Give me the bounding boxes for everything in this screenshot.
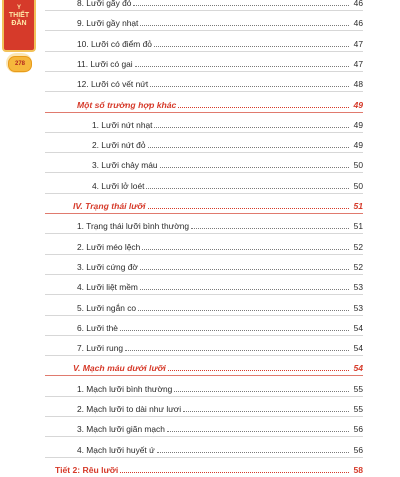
toc-entry-title: 1. Lưỡi nứt nhạt xyxy=(92,119,153,130)
toc-entry-title: 1. Trạng thái lưỡi bình thường xyxy=(77,221,190,232)
toc-entry-page: 46 xyxy=(353,0,363,8)
toc-entry[interactable] xyxy=(45,378,363,397)
toc-entry-page: 47 xyxy=(353,58,363,69)
toc-leader-dots xyxy=(138,310,349,311)
toc-entry-page: 58 xyxy=(353,464,363,475)
toc-entry-title: 3. Lưỡi cứng đờ xyxy=(77,261,138,272)
toc-entry-page: 55 xyxy=(353,383,363,394)
toc-entry-page: 54 xyxy=(353,363,363,374)
toc-entry-page: 48 xyxy=(353,79,363,90)
tag-line-3: ĐẦN xyxy=(11,20,27,27)
toc-entry-title: 4. Mạch lưỡi huyết ứ xyxy=(77,444,155,455)
toc-entry-title: 2. Lưỡi méo lệch xyxy=(77,241,141,252)
toc-entry[interactable] xyxy=(45,94,363,113)
toc-leader-dots xyxy=(154,127,349,128)
toc-leader-dots xyxy=(167,431,349,432)
toc-leader-dots xyxy=(183,411,349,412)
toc-leader-dots xyxy=(168,370,349,371)
toc-leader-dots xyxy=(140,269,349,270)
toc-leader-dots xyxy=(125,350,349,351)
toc-entry-title: 6. Lưỡi thè xyxy=(77,322,118,333)
toc-leader-dots xyxy=(148,147,350,148)
toc-entry-page: 49 xyxy=(353,119,363,130)
toc-entry[interactable] xyxy=(45,439,363,458)
toc-entry-page: 50 xyxy=(353,160,363,171)
toc-entry-page: 53 xyxy=(353,302,363,313)
toc-leader-dots xyxy=(178,107,349,108)
toc-entry-title: Tiết 2: Rêu lưỡi xyxy=(55,464,119,475)
page-number-badge: 278 xyxy=(8,56,32,72)
toc-entry-page: 52 xyxy=(353,241,363,252)
toc-entry[interactable] xyxy=(45,12,363,31)
toc-entry-title: IV. Trạng thái lưỡi xyxy=(73,201,146,211)
toc-leader-dots xyxy=(133,5,349,6)
toc-entry[interactable] xyxy=(45,175,363,194)
toc-entry-title: 10. Lưỡi có điểm đỏ xyxy=(77,38,152,49)
toc-entry-page: 53 xyxy=(353,282,363,293)
toc-entry-page: 56 xyxy=(353,444,363,455)
toc-entry-title: V. Mạch máu dưới lưỡi xyxy=(73,363,166,374)
toc-leader-dots xyxy=(174,391,349,392)
toc-leader-dots xyxy=(140,25,349,26)
toc-entry[interactable] xyxy=(45,459,363,477)
toc-entry-title: 11. Lưỡi có gai xyxy=(77,58,133,69)
toc-leader-dots xyxy=(120,330,349,331)
chapter-tag xyxy=(2,0,36,52)
toc-entry[interactable] xyxy=(45,236,363,255)
toc-entry[interactable] xyxy=(45,0,363,11)
toc-entry-page: 50 xyxy=(353,180,363,191)
toc-entry[interactable] xyxy=(45,418,363,437)
toc-entry-title: 2. Lưỡi nứt đỏ xyxy=(92,140,146,151)
toc-leader-dots xyxy=(135,66,349,67)
toc-entry-page: 52 xyxy=(353,261,363,272)
toc-leader-dots xyxy=(191,228,349,229)
toc-leader-dots xyxy=(120,472,349,473)
tag-line-2: THIẾT xyxy=(8,12,30,19)
toc-entry-title: 8. Lưỡi gãy đỏ xyxy=(77,0,132,8)
toc-entry-title: 5. Lưỡi ngắn co xyxy=(77,302,137,313)
toc-entry-title: 3. Lưỡi chảy máu xyxy=(92,160,158,171)
toc-leader-dots xyxy=(157,452,349,453)
toc-entry[interactable] xyxy=(45,73,363,92)
toc-entry-title: 7. Lưỡi rung xyxy=(77,343,124,354)
side-ribbon xyxy=(0,0,38,400)
toc-entry-page: 46 xyxy=(353,18,363,29)
toc-entry-title: 2. Mạch lưỡi to dài như lươi xyxy=(77,404,182,414)
toc-leader-dots xyxy=(148,208,349,209)
toc-entry[interactable] xyxy=(45,256,363,275)
toc-entry[interactable] xyxy=(45,33,363,52)
toc-entry[interactable] xyxy=(45,134,363,153)
tag-line-1: Y xyxy=(16,5,21,11)
toc-entry[interactable] xyxy=(45,357,363,376)
toc-entry-page: 55 xyxy=(353,404,363,414)
toc-entry[interactable] xyxy=(45,276,363,295)
toc-entry-title: 12. Lưỡi có vết nứt xyxy=(77,79,149,90)
toc-leader-dots xyxy=(140,289,349,290)
toc-entry-title: 9. Lưỡi gầy nhạt xyxy=(77,18,139,29)
toc-entry[interactable] xyxy=(45,53,363,72)
toc-entry[interactable] xyxy=(45,398,363,417)
toc-entry-page: 51 xyxy=(353,221,363,232)
toc-entry[interactable] xyxy=(45,114,363,133)
toc-entry-title: 1. Mạch lưỡi bình thường xyxy=(77,383,173,394)
toc-leader-dots xyxy=(142,249,349,250)
toc-leader-dots xyxy=(146,188,349,189)
toc-leader-dots xyxy=(150,86,349,87)
toc-entry[interactable] xyxy=(45,337,363,356)
toc-leader-dots xyxy=(160,167,349,168)
toc-entry-page: 49 xyxy=(353,140,363,151)
toc-entry-title: Một số trường hợp khác xyxy=(77,99,177,110)
toc-entry-title: 4. Lưỡi liệt mềm xyxy=(77,282,138,293)
toc-entry-page: 49 xyxy=(353,99,363,110)
toc-entry[interactable] xyxy=(45,215,363,234)
toc-entry-page: 47 xyxy=(353,38,363,49)
toc-leader-dots xyxy=(154,46,349,47)
toc-entry[interactable] xyxy=(45,297,363,316)
toc-entry-title: 4. Lưỡi lở loét xyxy=(92,180,145,191)
toc-entry-title: 3. Mạch lưỡi giãn mạch xyxy=(77,424,165,435)
toc-entry[interactable] xyxy=(45,154,363,173)
toc-entry-page: 54 xyxy=(353,322,363,333)
toc-entry-page: 51 xyxy=(353,201,363,211)
toc-entry[interactable] xyxy=(45,317,363,336)
toc-entry-page: 54 xyxy=(353,343,363,354)
toc-entry-page: 56 xyxy=(353,424,363,435)
toc-entry[interactable] xyxy=(45,195,363,214)
